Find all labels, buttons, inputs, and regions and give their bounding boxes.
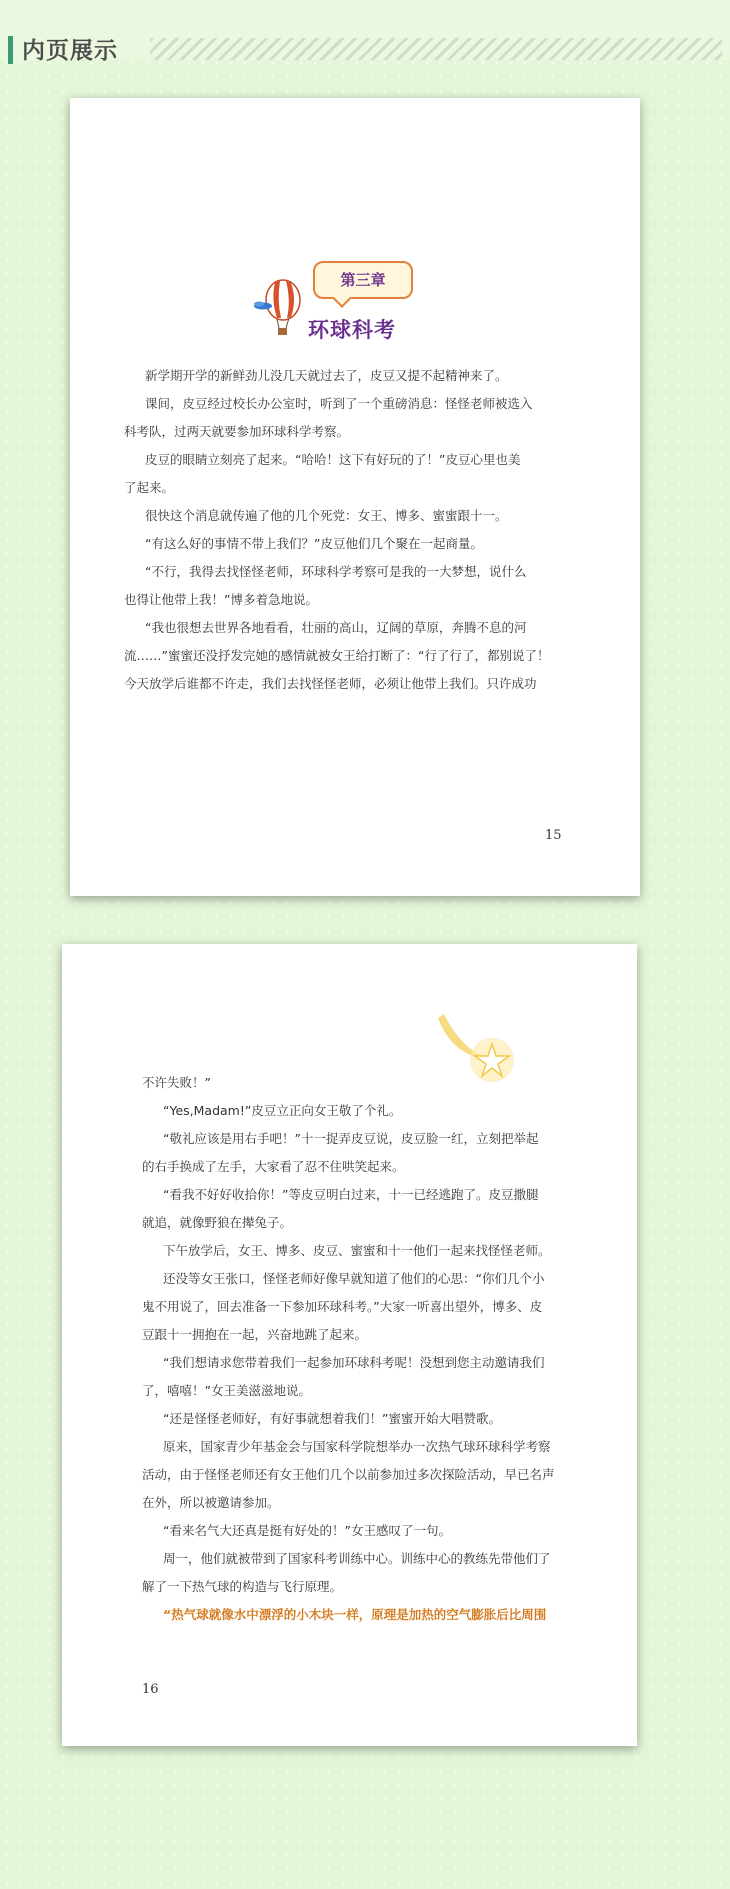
paragraph-line: 原来，国家青少年基金会与国家科学院想举办一次热气球环球科学考察 [163, 1439, 551, 1454]
paragraph-line: “Yes,Madam!”皮豆立正向女王敬了个礼。 [163, 1103, 402, 1118]
paragraph-line: 了起来。 [124, 480, 175, 495]
paragraph-line: 很快这个消息就传遍了他的几个死党：女王、博多、蜜蜜跟十一。 [145, 508, 508, 523]
paragraph-line: 鬼不用说了，回去准备一下参加环球科考。”大家一听喜出望外，博多、皮 [142, 1299, 543, 1314]
paragraph-line: 周一，他们就被带到了国家科考训练中心。训练中心的教练先带他们了 [163, 1551, 551, 1566]
shooting-star-icon [432, 1008, 522, 1088]
paragraph-line: “看来名气大还真是挺有好处的！”女王感叹了一句。 [163, 1523, 451, 1538]
highlighted-paragraph-line: “热气球就像水中漂浮的小木块一样，原理是加热的空气膨胀后比周围 [163, 1607, 547, 1622]
paragraph-line: 的右手换成了左手，大家看了忍不住哄笑起来。 [142, 1159, 405, 1174]
paragraph-line: 了，嘻嘻！”女王美滋滋地说。 [142, 1383, 311, 1398]
chapter-label-bubble [313, 261, 413, 299]
paragraph-line: 在外，所以被邀请参加。 [142, 1495, 280, 1510]
hot-air-balloon-icon [253, 276, 303, 346]
header-accent-bar [8, 36, 13, 64]
paragraph-line: 豆跟十一拥抱在一起，兴奋地跳了起来。 [142, 1327, 368, 1342]
paragraph-line: 解了一下热气球的构造与飞行原理。 [142, 1579, 343, 1594]
paragraph-line: 皮豆的眼睛立刻亮了起来。“哈哈！这下有好玩的了！”皮豆心里也美 [145, 452, 521, 467]
header-stripes [150, 38, 722, 60]
page-number: 16 [142, 1682, 159, 1697]
chapter-label: 第三章 [340, 271, 386, 289]
paragraph-line: 下午放学后，女王、博多、皮豆、蜜蜜和十一他们一起来找怪怪老师。 [163, 1243, 551, 1258]
paragraph-line: “我也很想去世界各地看看，壮丽的高山，辽阔的草原，奔腾不息的河 [145, 620, 527, 635]
page-number: 15 [545, 828, 562, 843]
chapter-title: 环球科考 [308, 318, 396, 342]
paragraph-line: 还没等女王张口，怪怪老师好像早就知道了他们的心思：“你们几个小 [163, 1271, 545, 1286]
paragraph-line: 今天放学后谁都不许走，我们去找怪怪老师，必须让他带上我们。只许成功 [124, 676, 537, 691]
book-page-15 [70, 98, 640, 896]
paragraph-line: 活动，由于怪怪老师还有女王他们几个以前参加过多次探险活动，早已名声 [142, 1467, 555, 1482]
paragraph-line: “敬礼应该是用右手吧！”十一捉弄皮豆说，皮豆脸一红，立刻把举起 [163, 1131, 539, 1146]
paragraph-line: 流……”蜜蜜还没抒发完她的感情就被女王给打断了：“行了行了，都别说了！ [124, 648, 550, 663]
paragraph-line: 课间，皮豆经过校长办公室时，听到了一个重磅消息：怪怪老师被选入 [145, 396, 533, 411]
section-header [0, 0, 730, 64]
paragraph-line: 科考队，过两天就要参加环球科学考察。 [124, 424, 350, 439]
book-page-16 [62, 944, 637, 1746]
paragraph-line: 新学期开学的新鲜劲儿没几天就过去了，皮豆又提不起精神来了。 [145, 368, 508, 383]
paragraph-line: “看我不好好收拾你！”等皮豆明白过来，十一已经逃跑了。皮豆撒腿 [163, 1187, 539, 1202]
paragraph-line: 就追，就像野狼在撵兔子。 [142, 1215, 293, 1230]
paragraph-line: “还是怪怪老师好，有好事就想着我们！”蜜蜜开始大唱赞歌。 [163, 1411, 501, 1426]
paragraph-line: “我们想请求您带着我们一起参加环球科考呢！没想到您主动邀请我们 [163, 1355, 545, 1370]
paragraph-line: 也得让他带上我！”博多着急地说。 [124, 592, 318, 607]
paragraph-line: “有这么好的事情不带上我们？”皮豆他们几个聚在一起商量。 [145, 536, 483, 551]
paragraph-line: “不行，我得去找怪怪老师，环球科学考察可是我的一大梦想，说什么 [145, 564, 527, 579]
section-title: 内页展示 [22, 38, 118, 64]
paragraph-line: 不许失败！” [142, 1075, 211, 1090]
